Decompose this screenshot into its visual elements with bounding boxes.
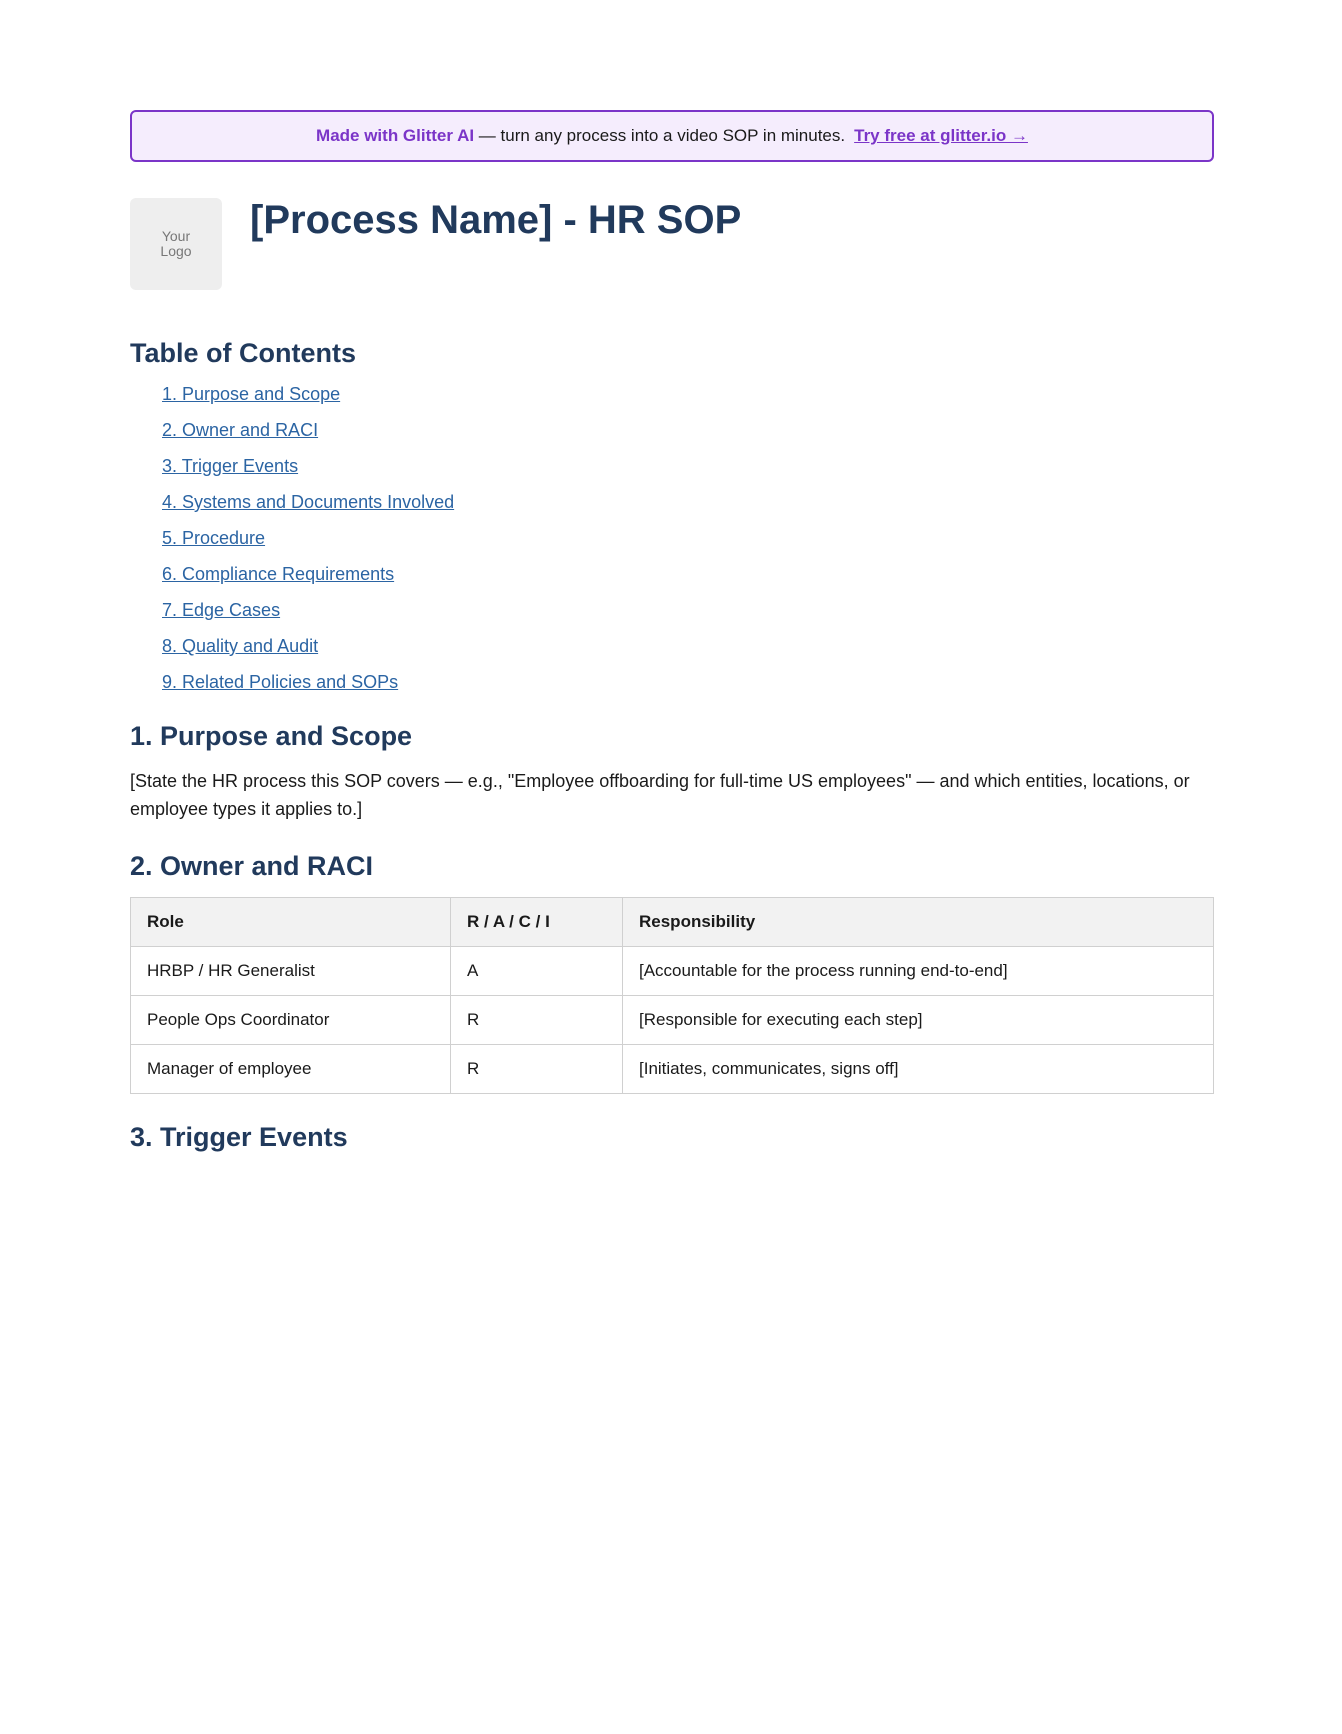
table-header-row [131, 898, 1214, 947]
toc-link-owner-raci[interactable]: 2. Owner and RACI [162, 420, 319, 440]
section-heading-purpose-scope: 1. Purpose and Scope [130, 721, 413, 751]
section-heading-owner-raci: 2. Owner and RACI [130, 851, 374, 881]
table-row [131, 1045, 1214, 1094]
cell-role: HRBP / HR Generalist [131, 947, 451, 996]
raci-table [130, 897, 1214, 1094]
toc-item [162, 564, 1214, 600]
glitter-promo-banner [130, 110, 1214, 162]
toc-item [162, 420, 1214, 456]
cell-responsibility: [Initiates, communicates, signs off] [623, 1045, 1214, 1094]
cell-role: Manager of employee [131, 1045, 451, 1094]
section-heading-trigger-events: 3. Trigger Events [130, 1122, 348, 1152]
toc-item [162, 492, 1214, 528]
page-title: [Process Name] - HR SOP [250, 198, 742, 242]
table-row [131, 947, 1214, 996]
toc-link-quality-audit[interactable]: 8. Quality and Audit [162, 636, 319, 656]
cell-raci: R [451, 996, 623, 1045]
toc-item [162, 636, 1214, 672]
toc-item [162, 600, 1214, 636]
column-header-responsibility: Responsibility [623, 898, 1214, 947]
document-header [130, 198, 1214, 290]
toc-link-edge-cases[interactable]: 7. Edge Cases [162, 600, 281, 620]
toc-item [162, 384, 1214, 420]
toc-item [162, 672, 1214, 708]
toc-list [162, 384, 1214, 708]
banner-cta-link[interactable]: Try free at glitter.io → [854, 126, 1028, 145]
toc-item [162, 528, 1214, 564]
banner-brand: Made with Glitter AI [316, 126, 475, 145]
cell-raci: R [451, 1045, 623, 1094]
cell-responsibility: [Accountable for the process running end-to-end] [623, 947, 1214, 996]
table-row [131, 996, 1214, 1045]
section-body-purpose-scope: [State the HR process this SOP covers — e.g., "Employee offboarding for full-time US employees" — and which entities, locations, or employee types it applies to.] [130, 771, 1190, 819]
toc-link-purpose-scope[interactable]: 1. Purpose and Scope [162, 384, 341, 404]
toc-link-compliance[interactable]: 6. Compliance Requirements [162, 564, 395, 584]
cell-responsibility: [Responsible for executing each step] [623, 996, 1214, 1045]
column-header-raci: R / A / C / I [451, 898, 623, 947]
toc-link-systems-documents[interactable]: 4. Systems and Documents Involved [162, 492, 455, 512]
toc-link-related-policies[interactable]: 9. Related Policies and SOPs [162, 672, 399, 692]
toc-heading: Table of Contents [130, 338, 356, 368]
document-page [130, 110, 1214, 1154]
column-header-role: Role [131, 898, 451, 947]
toc-item [162, 456, 1214, 492]
toc-link-procedure[interactable]: 5. Procedure [162, 528, 266, 548]
banner-text: — turn any process into a video SOP in minutes. [474, 126, 846, 145]
logo-placeholder: Your Logo [130, 198, 222, 290]
cell-raci: A [451, 947, 623, 996]
cell-role: People Ops Coordinator [131, 996, 451, 1045]
toc-link-trigger-events[interactable]: 3. Trigger Events [162, 456, 299, 476]
